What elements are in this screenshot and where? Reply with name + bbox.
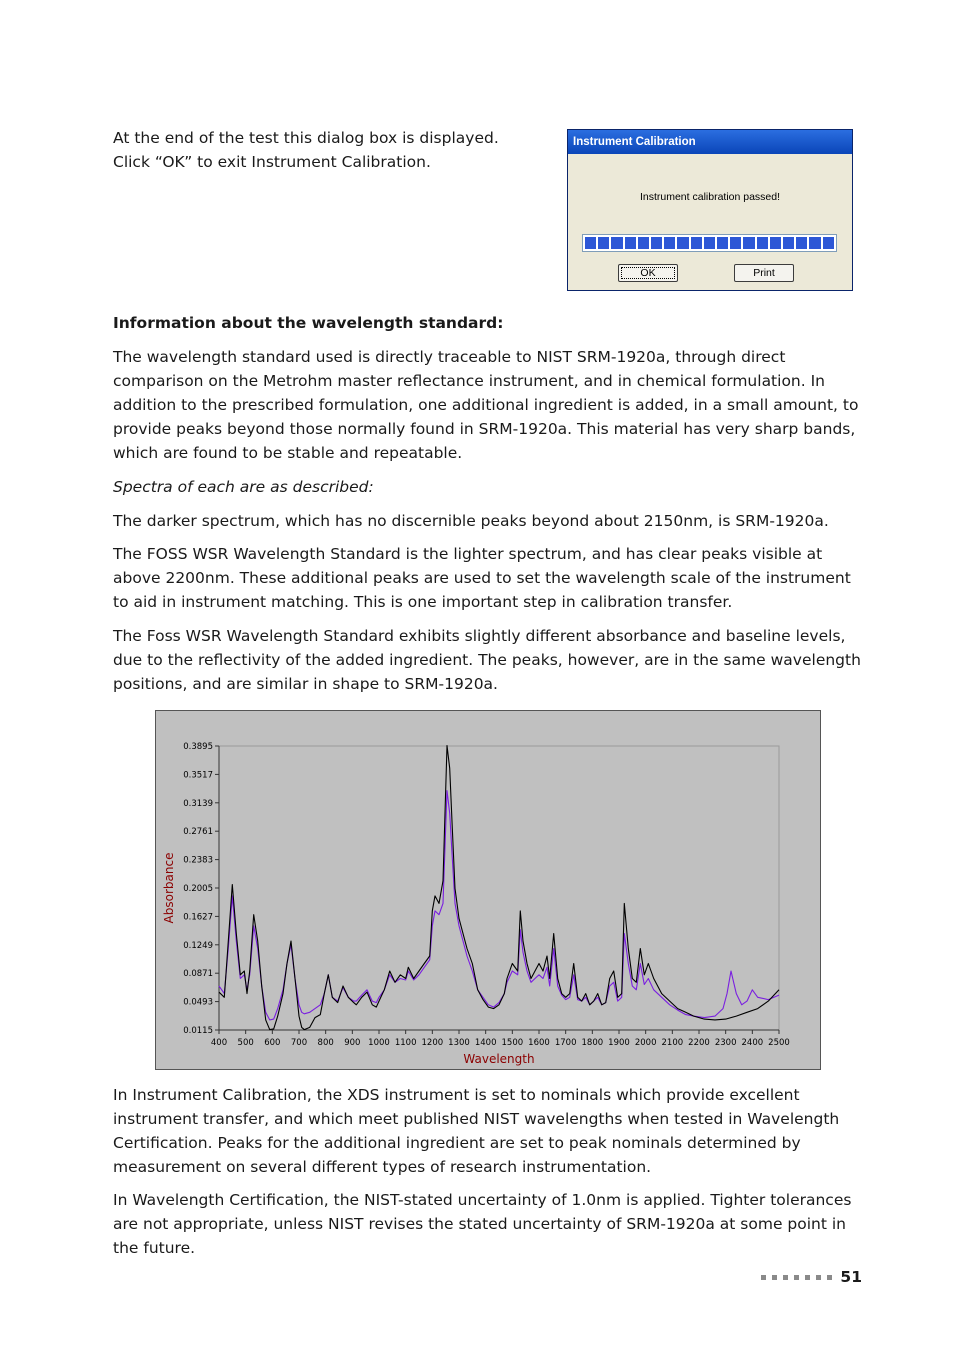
- section-heading: Information about the wavelength standard:: [113, 314, 504, 332]
- y-tick-label: 0.2005: [183, 884, 213, 894]
- paragraph-spectra-intro: Spectra of each are as described:: [113, 478, 374, 496]
- x-tick-label: 1400: [474, 1038, 497, 1048]
- progress-segment: [638, 237, 649, 249]
- y-tick-label: 0.2761: [183, 827, 213, 838]
- y-tick-label: 0.3139: [183, 798, 213, 809]
- x-tick-label: 1800: [581, 1038, 604, 1048]
- x-tick-label: 1500: [501, 1038, 524, 1048]
- progress-segment: [677, 237, 688, 249]
- x-tick-label: 1000: [368, 1038, 390, 1048]
- x-tick-label: 700: [290, 1038, 308, 1048]
- plot-area: [219, 746, 779, 1030]
- x-tick-label: 800: [317, 1038, 334, 1048]
- progress-segment: [809, 237, 820, 249]
- progress-segment: [664, 237, 675, 249]
- progress-segment: [625, 237, 636, 249]
- x-axis-label: Wavelength: [463, 1052, 535, 1066]
- y-tick-label: 0.1627: [183, 912, 213, 923]
- dialog-message: Instrument calibration passed!: [639, 191, 781, 203]
- x-tick-label: 900: [344, 1038, 361, 1048]
- y-axis-label: Absorbance: [162, 852, 176, 924]
- x-tick-label: 500: [237, 1038, 254, 1048]
- x-tick-label: 1900: [608, 1038, 630, 1048]
- dialog-title: Instrument Calibration: [568, 130, 852, 154]
- progress-bar: [582, 234, 837, 252]
- paragraph-lighter-spectrum: The FOSS WSR Wavelength Standard is the lighter spectrum, and has clear peaks visible at above 2200nm. These additional peaks are used to set the wavelength scale of the instrument to aid in instrument matching. This is one important step in calibration transfer.: [113, 545, 851, 611]
- x-tick-label: 2100: [661, 1038, 684, 1048]
- progress-segment: [704, 237, 715, 249]
- progress-segment: [783, 237, 794, 249]
- page-footer: [761, 1268, 862, 1286]
- x-tick-label: 2300: [714, 1038, 737, 1048]
- y-tick-label: 0.0871: [183, 969, 213, 980]
- progress-segment: [611, 237, 622, 249]
- footer-dots: [761, 1275, 832, 1280]
- paragraph-wavelength-certification: In Wavelength Certification, the NIST-stated uncertainty of 1.0nm is applied. Tighter tolerances are not appropriate, unless NIST revises the stated uncertainty of SRM-1920a at some point in the future.: [113, 1191, 852, 1257]
- print-button[interactable]: Print: [734, 264, 794, 282]
- x-tick-label: 400: [210, 1038, 228, 1048]
- y-tick-label: 0.3895: [183, 742, 213, 752]
- x-tick-label: 1600: [528, 1038, 550, 1048]
- y-tick-label: 0.3517: [183, 770, 213, 781]
- y-tick-label: 0.0115: [183, 1026, 213, 1036]
- x-tick-label: 1100: [394, 1038, 417, 1048]
- paragraph-darker-spectrum: The darker spectrum, which has no discernible peaks beyond about 2150nm, is SRM-1920a.: [113, 512, 829, 530]
- progress-segment: [598, 237, 609, 249]
- y-tick-label: 0.1249: [183, 940, 213, 951]
- progress-segment: [717, 237, 728, 249]
- x-tick-label: 600: [264, 1038, 281, 1048]
- x-tick-label: 2200: [688, 1038, 710, 1048]
- y-tick-label: 0.2383: [183, 855, 213, 866]
- x-tick-label: 2400: [741, 1038, 764, 1048]
- progress-segment: [743, 237, 754, 249]
- instrument-calibration-dialog: [567, 129, 853, 291]
- paragraph-absorbance: The Foss WSR Wavelength Standard exhibits slightly different absorbance and baseline levels, due to the reflectivity of the added ingredient. The peaks, however, are in the same wavelength positions, and are similar in shape to SRM-1920a.: [113, 627, 861, 693]
- progress-segment: [730, 237, 741, 249]
- progress-segment: [770, 237, 781, 249]
- paragraph-instrument-calibration: In Instrument Calibration, the XDS instrument is set to nominals which provide excellent instrument transfer, and which meet published NIST wavelengths when tested in Wavelength Certification. Peaks for the additional ingredient are set to peak nominals determined by measurement on several different types of research instrumentation.: [113, 1086, 840, 1176]
- progress-segment: [585, 237, 596, 249]
- x-tick-label: 1700: [554, 1038, 577, 1048]
- ok-button[interactable]: OK: [618, 264, 678, 282]
- x-tick-label: 2500: [768, 1038, 790, 1048]
- paragraph-traceability: The wavelength standard used is directly traceable to NIST SRM-1920a, through direct comparison on the Metrohm master reflectance instrument, and in chemical formulation. In addition to the prescribed formulation, one additional ingredient is added, in a small amount, to provide peaks beyond those normally found in SRM-1920a. This material has very sharp bands, which are found to be stable and repeatable.: [113, 348, 859, 462]
- intro-text: At the end of the test this dialog box is displayed. Click “OK” to exit Instrument Calibration.: [113, 129, 499, 171]
- progress-segment: [757, 237, 768, 249]
- x-tick-label: 1200: [421, 1038, 444, 1048]
- page-number: 51: [840, 1268, 862, 1286]
- y-tick-label: 0.0493: [183, 997, 213, 1008]
- progress-segment: [691, 237, 702, 249]
- progress-segment: [651, 237, 662, 249]
- spectrum-chart: [155, 710, 821, 1070]
- progress-segment: [823, 237, 834, 249]
- x-tick-label: 1300: [448, 1038, 470, 1048]
- progress-segment: [796, 237, 807, 249]
- spectrum-chart-svg: [156, 711, 822, 1071]
- x-tick-label: 2000: [634, 1038, 657, 1048]
